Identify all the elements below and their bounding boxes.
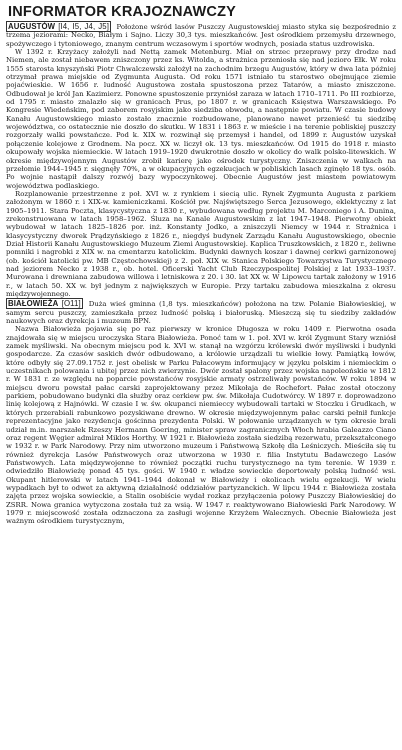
- article-body: [6, 23, 396, 526]
- entry-bialowieza-heading: [6, 298, 83, 309]
- entry-bialowieza-name: BIAŁOWIEŻA: [8, 299, 59, 309]
- entry-bialowieza-paragraph-2: Nazwa Białowieża pojawia się po raz pierwszy w kronice Długosza w roku 1409 r. Pierwotna osada znajdowała się w miejscu uroczyska Stara Białowieża. Ponoć tam w 1. poł. XVI w. król Zygmunt Stary wzniósł zamek myśliwski. Na obecnym miejscu pod k. XVI w. stanął na wzgórzu królewski dwór myśliwski i budynki gospodarcze. Za czasów saskich dwór odbudowano, a królowie urządzali tu wielkie łowy. Pamiątką łowów, które odbyły się 27.09.1752 r. jest obelisk w Parku Pałacowym informujący w języku polskim i niemieckim o uczestnikach polowania i ubitej przez nich zwierzynie. Dwór został spalony przez wojska napoleońskie w 1812 r. W 1831 r. ze względu na poparcie powstańców rosyjskie armaty ostrzeliwały powstańców. W roku 1894 w miejscu dworu powstał pałac carski zaprojektowany przez Mikołaja de Rochefort. Pałac został otoczony parkiem, pobudowano budynki dla służby oraz cerkiew pw. św. Mikołaja Cudotwórcy. W 1897 r. doprowadzono linię kolejową z Hajnówki. W czasie I w. św. okupanci niemieccy wybudowali tartaki w Stoczku i Grudkach, w których przerabiali rabunkowo pozyskiwane drewno. W okresie międzywojennym pałac carski pełnił funkcje reprezentacyjne jako rezydencja gościnna prezydenta Polski. W połowanie urządzanych w tym okresie brali udział m.in. marszałek Rzeszy Hermann Goering, minister spraw zagranicznych Włoch hrabia Galeazzo Ciano oraz regent Węgier admirał Miklos Horthy. W 1921 r. Białowieża została siedzibą rezerwatu, przekształconego w 1932 r. w Park Narodowy. Przy nim utworzono muzeum i Państwową Szkołę dla Leśniczych. Mieściła się tu również dyrekcja Lasów Państwowych oraz utworzona w 1930 r. filia Instytutu Badawczego Lasów Państwowych. Lata międzywojenne to również początki ruchu turystycznego na tym terenie. W 1939 r. odwiedziło Białowieżę ponad 45 tys. gości. W 1940 r. władze sowieckie deportowały polską ludność wsi. Okupant hitlerowski w latach 1941–1944 dokonał w Białowieży i okolicach wielu egzekucji. W wielu wypadkach był to odwet za aktywną działalność oddziałów partyzanckich. W lipcu 1944 r. Białowieża została zajęta przez wojska sowieckie, a Stalin osobiście wydał rozkaz przyłączenia polowy Puszczy Białowieskiej do ZSRR. Nowa granica wytyczona została tuż za wsią. W 1947 r. reaktywowano Białowieski Park Narodowy. W 1979 r. miejscowość została odznaczona za zasługi wojenne Krzyżem Walecznych. Obecnie Białowieża jest ważnym ośrodkiem turystycznym,: [6, 325, 396, 526]
- entry-augustow-name: AUGUSTÓW: [8, 22, 56, 31]
- guidebook-page: [6, 4, 396, 746]
- entry-augustow-paragraph-3: Rozplanowanie przestrzenne z poł. XVI w. z rynkiem i siecią ulic. Rynek Zygmunta Augusta z parkiem założonym w 1860 r. i XIX-w. kamieniczkami. Kościół pw. Najświętszego Serca Jezusowego, eklektyczny z lat 1905–1911. Stara Poczta, klasycystyczna z 1830 r., wybudowana według projektu M. Marconiego i A. Dunina, zrekonstruowana w latach 1958–1962. Śluza na Kanale Augustowskim z lat 1947–1948. Pierwotny obiekt wybudował w latach 1825–1826 por. inż. Konstanty Jodko, a zniszczyli Niemcy w 1944 r. Strażnica i klasycystyczny dworek Prądzyńskiego z 1826 r., niegdyś budynek Zarządu Kanału Augustowskiego, obecnie Dział Historii Kanału Augustowskiego Muzeum Ziemi Augustowskiej. Kaplica Truszkowskich, z 1820 r., żeliwne pomniki i nagrobki z XIX w. na cmentarzu katolickim. Budynki dawnych koszar i dawnej cerkwi garnizonowej (ob. kościół katolicki pw. MB Częstochowskiej) z 2. poł. XIX w. Stanica Polskiego Towarzystwa Turystycznego nad jeziorem Necko z 1938 r., ob. hotel. Oficerski Yacht Club Rzeczypospolitej Polskiej z lat 1933–1937. Murowana i drewniana zabudowa willowa i letniskowa z 20. i 30. lat XX w. W Lipowcu tartak założony w 1916 r., w latach 50. XX w. był jednym z największych w Europie. Przy tartaku zabudowa mieszkalna z okresu międzywojennego.: [6, 189, 396, 298]
- entry-bialowieza-paragraph-1: [6, 300, 396, 325]
- entry-augustow-heading: [6, 21, 111, 32]
- entry-bialowieza: [6, 300, 396, 525]
- entry-augustow: [6, 23, 396, 298]
- entry-augustow-text-1: Położone wśród lasów Puszczy Augustowskiej miasto styka się bezpośrednio z trzema jeziorami: Necko, Białym i Sajno. Liczy 30,3 tys. mieszkańców. Jest ośrodkiem przemysłu drzewnego, spożywczego i tytoniowego, znanym centrum wczasowym i sportów wodnych, posiada status uzdrowiska.: [6, 23, 396, 48]
- entry-bialowieza-map-ref: [O11]: [61, 299, 81, 309]
- page-title: INFORMATOR KRAJOZNAWCZY: [8, 4, 236, 20]
- entry-bialowieza-text-1: Duża wieś gminna (1,8 tys. mieszkańców) położona na tzw. Polanie Białowieskiej, w samym sercu puszczy, zamieszkała przez ludność polską i białoruską. Mieszczą się tu siedziby zakładów naukowych oraz dyrekcja i muzeum BPN.: [6, 300, 396, 326]
- entry-augustow-map-ref: [I4, I5, J4, J5]: [58, 22, 109, 31]
- entry-augustow-paragraph-2: W 1392 r. Krzyżacy założyli nad Nettą zamek Metenburg. Miał on strzec przeprawy przy drodze nad Niemen, ale został niebawem zniszczony przez ks. Witolda, a strażnica przeniosła się nad jezioro Ełk. W roku 1555 starosta knyszyński Piotr Chwalczewski założył na zachodnim brzegu Augustów, który w dwa lata później otrzymał prawa miejskie od Zygmunta Augusta. Od roku 1571 istniało tu starostwo obejmujące ziemie pojaćwieskie. W 1656 r. ludność Augustowa została spustoszona przez Tatarów, a miasto zniszczone. Odbudował je król Jan Kazimierz. Ponowne spustoszenie przyniósł zaraza w latach 1710–1711. Po III rozbiorze, od 1795 r. miasto znalazło się w granicach Prus, po 1807 r. w granicach Księstwa Warszawskiego. Po Kongresie Wiedeńskim, pod zaborem rosyjskim jako siedziba obwodu, a następnie powiatu. W czasie budowy Kanału Augustowskiego miasto zostało znacznie rozbudowane, planowano nawet przenieść tu siedzibę województwa, co ostatecznie nie doszło do skutku. W 1831 i 1863 r. w mieście i na terenie pobliskiej puszczy rozgorzały walki powstańcze. Pod k. XIX w. rozwinął się przemysł i handel, od 1899 r. Augustów uzyskał połączenie kolejowe z Grodnem. Na pocz. XX w. liczył ok. 13 tys. mieszkańców. Od 1915 do 1918 r. miasto okupowały wojska niemieckie. W latach 1919–1920 dwukrotnie doszło w okolicy do walk polsko-litewskich. W okresie międzywojennym Augustów zrobił karierę jako ośrodek turystyczny. Zniszczenia w walkach na przełomie 1944–1945 r. sięgnęły 70%, a w okupacyjnych egzekucjach w pobliskich lasach zginęło 18 tys. osób. Po wojnie nastąpił dalszy rozwój bazy wypoczynkowej. Obecnie Augustów jest miastem powiatowym województwa podlaskiego.: [6, 48, 396, 190]
- entry-augustow-paragraph-1: [6, 23, 396, 48]
